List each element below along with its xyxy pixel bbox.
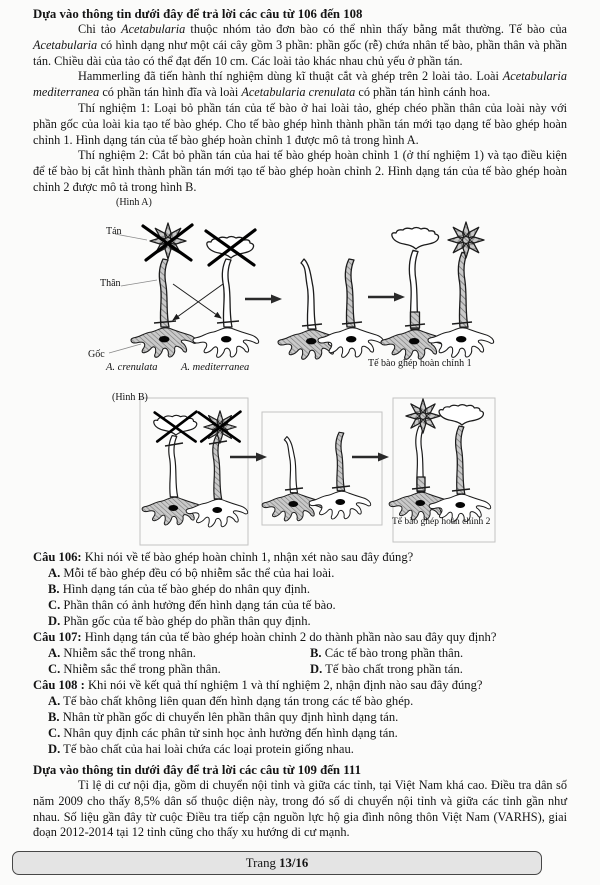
option-107-b: B. Các tế bào trong phần thân.	[310, 646, 464, 660]
question-number: Câu 107:	[33, 630, 82, 644]
species-right-label: A. mediterranea	[181, 362, 250, 373]
label-cap: Tán	[106, 226, 122, 237]
footer-prefix: Trang	[245, 856, 280, 870]
figure-b-caption: Tế bào ghép hoàn chỉnh 2	[392, 517, 491, 527]
question-number: Câu 108 :	[33, 678, 85, 692]
figure-b-label: (Hình B)	[112, 392, 148, 403]
intro-paragraph: Hammerling đã tiến hành thí nghiệm dùng kĩ thuật cắt và ghép trên 2 loài tảo. Loài Acetabularia mediterranea có phần tán hình đĩa và loài Acetabularia crenulata có phần tán hình cánh hoa.	[33, 69, 567, 100]
arrow-icon	[245, 295, 282, 304]
section2-paragraph: Tỉ lệ di cư nội địa, gồm di chuyển nội tỉnh và giữa các tỉnh, tại Việt Nam khá cao. Điều tra dân số năm 2009 cho thấy 8,5% dân số thuộc diện này, trong đó số di chuyển nội tỉnh và giữa các tỉnh gần như nhau. Số liệu gần đây từ cuộc Điều tra tiếp cận nguồn lực hộ gia đình nông thôn Việt Nam (VARHS), giai đoạn 2012-2014 tại 12 tỉnh cũng cho thấy xu hướng di cư mạnh.	[33, 778, 567, 840]
figure-a-caption: Tế bào ghép hoàn chỉnh 1	[368, 358, 472, 369]
option-106-b: B. Hình dạng tán của tế bào ghép do nhân quy định.	[48, 582, 310, 596]
arrow-icon	[368, 293, 405, 302]
question-text: Hình dạng tán của tế bào ghép hoàn chỉnh 2 do thành phần nào sau đây quy định?	[84, 630, 497, 644]
option-107-a: A. Nhiễm sắc thể trong nhân.	[48, 646, 196, 660]
figure-a-diagram	[85, 196, 555, 386]
option-106-a: A. Mỗi tế bào ghép đều có bộ nhiễm sắc thể của hai loài.	[48, 566, 335, 580]
cell-b2-crossed-star	[186, 411, 248, 527]
question-number: Câu 106:	[33, 550, 82, 564]
page-footer	[12, 851, 542, 875]
cell-mediterranea	[193, 230, 259, 357]
label-stalk: Thân	[100, 278, 121, 289]
cell-crenulata	[131, 223, 197, 357]
final-cell-2-disc	[429, 405, 491, 522]
option-107-c: C. Nhiễm sắc thể trong phần thân.	[48, 662, 221, 676]
options-107-grid	[33, 645, 567, 677]
question-text: Khi nói về tế bào ghép hoàn chỉnh 1, nhận xét nào sau đây đúng?	[84, 550, 414, 564]
question-106	[33, 549, 567, 565]
cross-graft-arrows	[173, 284, 223, 320]
question-text: Khi nói về kết quả thí nghiệm 1 và thí nghiệm 2, nhận định nào sau đây đúng?	[87, 678, 483, 692]
option-108-a: A. Tế bào chất không liên quan đến hình dạng tán trong các tế bào ghép.	[48, 694, 414, 708]
arrow-icon	[352, 453, 389, 462]
section-109-111	[33, 762, 567, 841]
experiment2-paragraph: Thí nghiệm 2: Cắt bỏ phần tán của hai tế bào ghép hoàn chỉnh 1 (ở thí nghiệm 1) và tạo điều kiện để tế bào bị cắt hình thành phần tán mới tạo tế bào ghép hoàn chỉnh 2. Hình dạng tán của tế bào ghép hoàn chỉnh 2 được mô tả trong hình B.	[33, 148, 567, 194]
questions-section	[33, 549, 567, 757]
intro-paragraph: Chi tảo Acetabularia thuộc nhóm tảo đơn bào có thể nhìn thấy bằng mắt thường. Tế bào của Acetabularia có hình dạng như một cái cây gồm 3 phần: phần gốc (rễ) chứa nhân tế bào, phần thân và phần tán. Chiều dài của tảo có thể đạt đến 10 cm. Các loài tảo khác nhau chủ yếu ở phần tán.	[33, 22, 567, 68]
option-108-c: C. Nhân quy định các phân tử sinh học ảnh hưởng đến hình dạng tán.	[48, 726, 398, 740]
intro-header: Dựa vào thông tin dưới đây để trả lời các câu từ 106 đến 108	[33, 7, 363, 21]
label-base: Gốc	[88, 349, 105, 360]
question-108	[33, 677, 567, 693]
option-106-d: D. Phần gốc của tế bào ghép do phần thân quy định.	[48, 614, 311, 628]
option-108-b: B. Nhân từ phần gốc di chuyển lên phần thân quy định hình dạng tán.	[48, 710, 399, 724]
option-107-d: D. Tế bào chất trong phần tán.	[310, 662, 463, 676]
figure-a-label: (Hình A)	[116, 197, 152, 208]
question-107	[33, 629, 567, 645]
species-left-label: A. crenulata	[106, 362, 158, 373]
option-108-d: D. Tế bào chất của hai loài chứa các loại protein giống nhau.	[48, 742, 354, 756]
grafted-cell-2	[318, 259, 384, 357]
cut-cell-1	[262, 437, 324, 521]
figure-b-diagram	[100, 395, 520, 553]
option-106-c: C. Phần thân có ảnh hưởng đến hình dạng tán của tế bào.	[48, 598, 336, 612]
complete-cell-2-star	[428, 222, 494, 357]
page-number: 13/16	[279, 856, 309, 870]
section2-header: Dựa vào thông tin dưới đây để trả lời các câu từ 109 đến 111	[33, 763, 362, 777]
intro-section	[33, 6, 567, 196]
experiment1-paragraph: Thí nghiệm 1: Loại bỏ phần tán của tế bào ở hai loài tảo, ghép chéo phần thân của loài này với phần gốc của loài kia tạo tế bào ghép. Cho tế bào ghép hình thành phần tán mới tạo dạng tế bào ghép hoàn chỉnh 1. Hình dạng tán của tế bào ghép hoàn chỉnh 1 được mô tả trong hình A.	[33, 100, 567, 147]
